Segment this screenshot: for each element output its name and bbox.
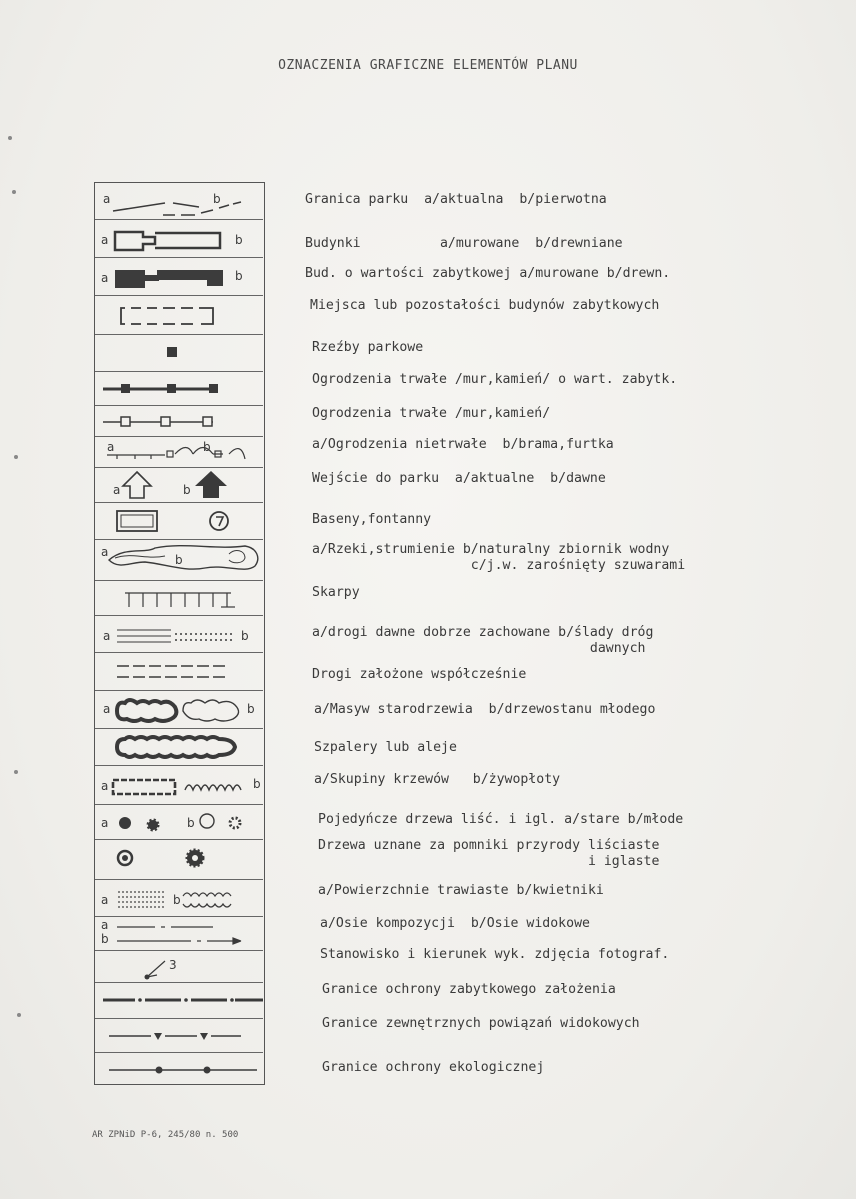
legend-symbol-cell-buildings xyxy=(95,220,263,258)
rivers-symbol xyxy=(95,540,263,581)
legend-symbol-cell-building-remains xyxy=(95,296,263,335)
punch-hole-mark xyxy=(8,136,12,140)
legend-label-building-remains: Miejsca lub pozostałości budynów zabytkowych xyxy=(310,298,660,313)
legend-label-view-boundary: Granice zewnętrznych powiązań widokowych xyxy=(322,1016,640,1031)
view-boundary-triangle-icon xyxy=(154,1033,162,1040)
fence-post-icon xyxy=(167,384,176,393)
legend-label-heritage-boundary: Granice ochrony zabytkowego założenia xyxy=(322,982,616,997)
heritage-boundary-symbol xyxy=(95,983,263,1019)
lawn-dots-icon xyxy=(118,891,164,908)
fence-post-icon xyxy=(121,384,130,393)
punch-hole-mark xyxy=(14,455,18,459)
symbol-b-label: b xyxy=(187,816,195,830)
symbol-a-label: a xyxy=(101,816,109,830)
legend-symbol-cell-shrubs xyxy=(95,766,263,805)
alley-icon xyxy=(117,737,235,757)
legend-symbol-cell-axes xyxy=(95,917,263,951)
legend-symbol-cell-alleys xyxy=(95,729,263,766)
legend-label-old-roads: a/drogi dawne dobrze zachowane b/ślady dróg xyxy=(312,625,654,640)
historic-building-solid-icon xyxy=(115,270,159,288)
symbol-b-label: b xyxy=(235,233,243,247)
symbol-b-label: b xyxy=(175,553,183,567)
pool-icon xyxy=(117,511,157,531)
entrance-former-icon xyxy=(195,471,227,498)
legend-symbol-cell-tree-mass xyxy=(95,691,263,729)
symbol-a-label: a xyxy=(101,233,109,247)
legend-symbol-cell-fence-temporary xyxy=(95,437,263,468)
entrance-current-icon xyxy=(123,472,151,498)
view-boundary-symbol xyxy=(95,1019,263,1053)
young-conifer-tree-icon xyxy=(230,818,240,828)
symbol-b-label: b xyxy=(183,483,191,497)
symbol-b-label: b xyxy=(247,702,255,716)
axes-symbol xyxy=(95,917,263,951)
reed-growth-icon xyxy=(229,551,245,563)
fence-temporary-symbol xyxy=(95,437,263,468)
symbol-b-label: b xyxy=(173,893,181,907)
fence-post-icon xyxy=(209,384,218,393)
photo-point-symbol xyxy=(95,951,263,983)
eco-boundary-dot-icon xyxy=(156,1067,163,1074)
punch-hole-mark xyxy=(12,190,16,194)
view-boundary-triangle-icon xyxy=(200,1033,208,1040)
historic-building-wood-icon xyxy=(157,270,223,286)
old-road-traces-icon xyxy=(175,634,233,640)
symbol-a-label: a xyxy=(107,440,115,454)
legend-label-alleys: Szpalery lub aleje xyxy=(314,740,457,755)
monument-deciduous-core-icon xyxy=(122,855,128,861)
legend-label-pools: Baseny,fontanny xyxy=(312,512,432,527)
old-conifer-tree-icon xyxy=(148,820,158,830)
page-title: OZNACZENIA GRAFICZNE ELEMENTÓW PLANU xyxy=(278,58,578,73)
eco-boundary-symbol xyxy=(95,1053,263,1086)
symbol-b-label: b xyxy=(101,932,109,946)
symbol-a-label: a xyxy=(101,545,109,559)
fence-post-icon xyxy=(121,417,130,426)
legend-symbol-cell-view-boundary xyxy=(95,1019,263,1053)
young-trees-mass-icon xyxy=(183,700,239,721)
fence-historic-symbol xyxy=(95,372,263,406)
monument-conifer-core-icon xyxy=(192,855,198,861)
symbol-a-label: a xyxy=(103,629,111,643)
park-boundary-symbol xyxy=(95,183,263,220)
footer-reference: AR ZPNiD P-6, 245/80 n. 500 xyxy=(92,1130,239,1140)
fence-post-icon xyxy=(161,417,170,426)
legend-label-escarpments: Skarpy xyxy=(312,585,360,600)
punch-hole-mark xyxy=(17,1013,21,1017)
legend-label-park-entrance: Wejście do parku a/aktualne b/dawne xyxy=(312,471,606,486)
symbol-b-label: b xyxy=(203,440,211,454)
legend-label-rivers: a/Rzeki,strumienie b/naturalny zbiornik wodny xyxy=(312,542,670,557)
building-outline-icon xyxy=(115,232,220,250)
legend-label-nature-monuments: i iglaste xyxy=(318,854,660,869)
legend-label-photo-point: Stanowisko i kierunek wyk. zdjęcia fotograf. xyxy=(320,947,670,962)
building-remains-icon xyxy=(121,308,213,324)
historic-buildings-symbol xyxy=(95,258,263,296)
symbol-b-label: b xyxy=(253,777,261,791)
tree-mass-symbol xyxy=(95,691,263,729)
legend-label-old-roads: dawnych xyxy=(312,641,646,656)
hedge-icon xyxy=(185,785,241,790)
gate-post-icon xyxy=(167,451,173,457)
symbol-b-label: b xyxy=(241,629,249,643)
camera-direction-icon xyxy=(147,961,165,977)
temporary-fence-icon xyxy=(107,455,165,459)
legend-label-eco-boundary: Granice ochrony ekologicznej xyxy=(322,1060,545,1075)
fountain-jet-icon xyxy=(216,517,223,526)
legend-label-fence-historic: Ogrodzenia trwałe /mur,kamień/ o wart. zabytk. xyxy=(312,372,678,387)
legend-label-new-roads: Drogi założone współcześnie xyxy=(312,667,527,682)
new-roads-symbol xyxy=(95,653,263,691)
building-remains-symbol xyxy=(95,296,263,335)
river-water-icon xyxy=(109,546,258,570)
legend-symbol-cell-fence-permanent xyxy=(95,406,263,437)
symbol-a-label: a xyxy=(101,893,109,907)
legend-label-lawns: a/Powierzchnie trawiaste b/kwietniki xyxy=(318,883,604,898)
legend-symbol-cell-historic-buildings xyxy=(95,258,263,296)
legend-symbol-cell-sculpture xyxy=(95,335,263,372)
boundary-dot-icon xyxy=(230,998,234,1002)
legend-label-shrubs: a/Skupiny krzewów b/żywopłoty xyxy=(314,772,561,787)
eco-boundary-dot-icon xyxy=(204,1067,211,1074)
legend-symbol-cell-single-trees xyxy=(95,805,263,840)
legend-label-single-trees: Pojedyńcze drzewa liść. i igl. a/stare b/młode xyxy=(318,812,684,827)
boundary-current-line xyxy=(113,203,199,211)
symbol-a-label: a xyxy=(103,192,111,206)
sculpture-symbol xyxy=(95,335,263,372)
symbol-b-label: b xyxy=(213,192,221,206)
nature-monuments-symbol xyxy=(95,840,263,880)
symbol-a-label: a xyxy=(103,702,111,716)
symbol-a-label: a xyxy=(113,483,121,497)
legend-symbol-cell-old-roads xyxy=(95,616,263,653)
photo-number-label: 3 xyxy=(169,958,177,972)
view-axis-arrow-icon xyxy=(117,938,241,944)
legend-symbol-cell-eco-boundary xyxy=(95,1053,263,1086)
legend-label-nature-monuments: Drzewa uznane za pomniki przyrody liściaste xyxy=(318,838,660,853)
lawns-symbol xyxy=(95,880,263,917)
shrubs-symbol xyxy=(95,766,263,805)
shrub-group-icon xyxy=(113,780,175,794)
legend-label-fence-temporary: a/Ogrodzenia nietrwałe b/brama,furtka xyxy=(312,437,614,452)
flowerbed-icon xyxy=(183,893,231,907)
legend-label-historic-buildings: Bud. o wartości zabytkowej a/murowane b/drewn. xyxy=(305,266,671,281)
pool-inner-icon xyxy=(121,515,153,527)
legend-symbol-cell-lawns xyxy=(95,880,263,917)
symbol-a-label: a xyxy=(101,918,109,932)
legend-label-park-boundary: Granica parku a/aktualna b/pierwotna xyxy=(305,192,607,207)
legend-symbol-cell-heritage-boundary xyxy=(95,983,263,1019)
punch-hole-mark xyxy=(14,770,18,774)
alleys-symbol xyxy=(95,729,263,766)
old-roads-symbol xyxy=(95,616,263,653)
pools-symbol xyxy=(95,503,263,540)
stream-line-icon xyxy=(115,556,165,558)
legend-symbol-cell-park-boundary xyxy=(95,183,263,220)
fence-post-icon xyxy=(203,417,212,426)
legend-label-axes: a/Osie kompozycji b/Osie widokowe xyxy=(320,916,590,931)
legend-symbol-cell-escarpments xyxy=(95,581,263,616)
legend-symbol-cell-nature-monuments xyxy=(95,840,263,880)
legend-symbol-cell-photo-point xyxy=(95,951,263,983)
new-road-icon xyxy=(117,666,227,677)
legend-symbol-cell-fence-historic xyxy=(95,372,263,406)
escarpments-symbol xyxy=(95,581,263,616)
legend-label-buildings: Budynki a/murowane b/drewniane xyxy=(305,236,623,251)
boundary-dot-icon xyxy=(184,998,188,1002)
old-road-preserved-icon xyxy=(117,630,171,642)
young-deciduous-tree-icon xyxy=(200,814,214,828)
old-trees-mass-icon xyxy=(117,700,176,721)
legend-symbol-cell-pools xyxy=(95,503,263,540)
legend-symbol-column xyxy=(94,182,265,1085)
legend-symbol-cell-rivers xyxy=(95,540,263,581)
fountain-icon xyxy=(210,512,228,530)
symbol-a-label: a xyxy=(101,779,109,793)
legend-label-fence-permanent: Ogrodzenia trwałe /mur,kamień/ xyxy=(312,406,551,421)
legend-label-rivers: c/j.w. zarośnięty szuwarami xyxy=(312,558,686,573)
escarpment-icon xyxy=(125,593,235,607)
sculpture-icon xyxy=(167,347,177,357)
symbol-b-label: b xyxy=(235,269,243,283)
legend-label-tree-mass: a/Masyw starodrzewia b/drzewostanu młodego xyxy=(314,702,656,717)
boundary-dot-icon xyxy=(138,998,142,1002)
buildings-symbol xyxy=(95,220,263,258)
old-deciduous-tree-icon xyxy=(119,817,131,829)
single-trees-symbol xyxy=(95,805,263,840)
fence-permanent-symbol xyxy=(95,406,263,437)
legend-symbol-cell-park-entrance xyxy=(95,468,263,503)
camera-position-icon xyxy=(145,975,150,980)
park-entrance-symbol xyxy=(95,468,263,503)
symbol-a-label: a xyxy=(101,271,109,285)
legend-symbol-cell-new-roads xyxy=(95,653,263,691)
legend-label-sculpture: Rzeźby parkowe xyxy=(312,340,424,355)
